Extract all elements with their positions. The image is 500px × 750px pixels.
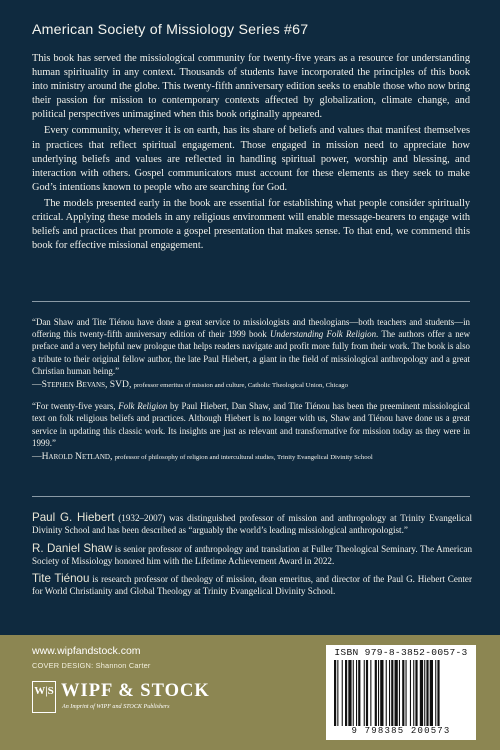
logo-name: WIPF & STOCK [61, 681, 210, 701]
endorsement-attribution: —Harold Netland, professor of philosophy of religion and intercultural studies, Trinity Evangelical Divinity School [32, 451, 373, 463]
description-paragraph: Every community, wherever it is on earth, has its share of beliefs and values that manifest themselves in practices that reflect spiritual engagement. Those engaged in mission need to appreciate how underlying beliefs and values are reflected in handling spiritual power, worship and blessing, and interaction with others. Gospel communicators must account for these elements as they seek to make God’s intentions known to people who are searching for God. [32, 125, 470, 193]
endorsements [32, 316, 470, 472]
publisher-url[interactable]: www.wipfandstock.com [32, 645, 141, 657]
cover-design-credit: COVER DESIGN: Shannon Carter [32, 661, 151, 670]
publisher-logo [32, 681, 252, 721]
endorsement-attribution: —Stephen Bevans, SVD, professor emeritus of mission and culture, Catholic Theological Union, Chicago [32, 379, 348, 391]
description-paragraph: This book has served the missiological community for twenty-five years as a resource for understanding human spirituality in any context. Thousands of students have incorporated the principles of this book into ministry around the globe. This twenty-fifth anniversary edition seeks to enable those who now bring their passion for mission to contemporary contexts affected by globalization, climate change, and political perspectives unimagined when this book originally appeared. [32, 53, 470, 121]
divider [32, 301, 470, 302]
author-bio: Paul G. Hiebert (1932–2007) was distinguished professor of mission and anthropology at Trinity Evangelical Divinity School and has been described as “arguably the world’s leading missiological anthropologist.” [32, 511, 472, 536]
description-paragraph: The models presented early in the book are essential for establishing what people consider spiritually critical. Applying these models in any religious environment will enable message-bearers to engage with beliefs and practices that promote a gospel presentation that makes sense. To that end, we commend this book for effective missional engagement. [32, 197, 470, 252]
endorsement [32, 316, 470, 392]
logo-tagline: An Imprint of WIPF and STOCK Publishers [62, 704, 170, 710]
divider [32, 496, 470, 497]
endorsement-text: “Dan Shaw and Tite Tiénou have done a great service to missiologists and theologians—both teachers and students—in offering this twenty-fifth anniversary edition of their 1999 book Understanding Folk Religion. The authors offer a new preface and a very helpful new prologue that helps readers navigate and profit more fully from their work. The book is also a tribute to their original fellow author, the late Paul Hiebert, a giant in the field of missiological anthropology and a great Christian human being.” [32, 317, 470, 376]
book-description [32, 52, 470, 255]
author-bio: Tite Tiénou is research professor of theology of mission, dean emeritus, and director of the Paul G. Hiebert Center for World Christianity and Global Theology at Trinity Evangelical Divinity School. [32, 572, 472, 597]
series-title: American Society of Missiology Series #67 [32, 22, 309, 38]
author-bio: R. Daniel Shaw is senior professor of anthropology and translation at Fuller Theological Seminary. The American Society of Missiology honored him with the Lifetime Achievement Award in 2022. [32, 541, 472, 566]
isbn-barcode [326, 645, 476, 740]
endorsement-text: “For twenty-five years, Folk Religion by Paul Hiebert, Dan Shaw, and Tite Tiénou has been the preeminent missiological text on folk religious beliefs and practices. Although Hiebert is no longer with us, Shaw and Tiénou have done us a great service in updating this classic work. Its insights are just as relevant and transformative for mission today as they were in 1999.” [32, 401, 471, 448]
isbn-text: ISBN 979-8-3852-0057-3 [334, 647, 468, 658]
barcode-number: 9 798385 200573 [351, 726, 451, 736]
logo-mark-icon: W|S [32, 681, 56, 713]
barcode-icon [334, 660, 468, 726]
publisher-band [0, 635, 500, 750]
endorsement [32, 400, 470, 464]
author-bios [32, 512, 472, 604]
